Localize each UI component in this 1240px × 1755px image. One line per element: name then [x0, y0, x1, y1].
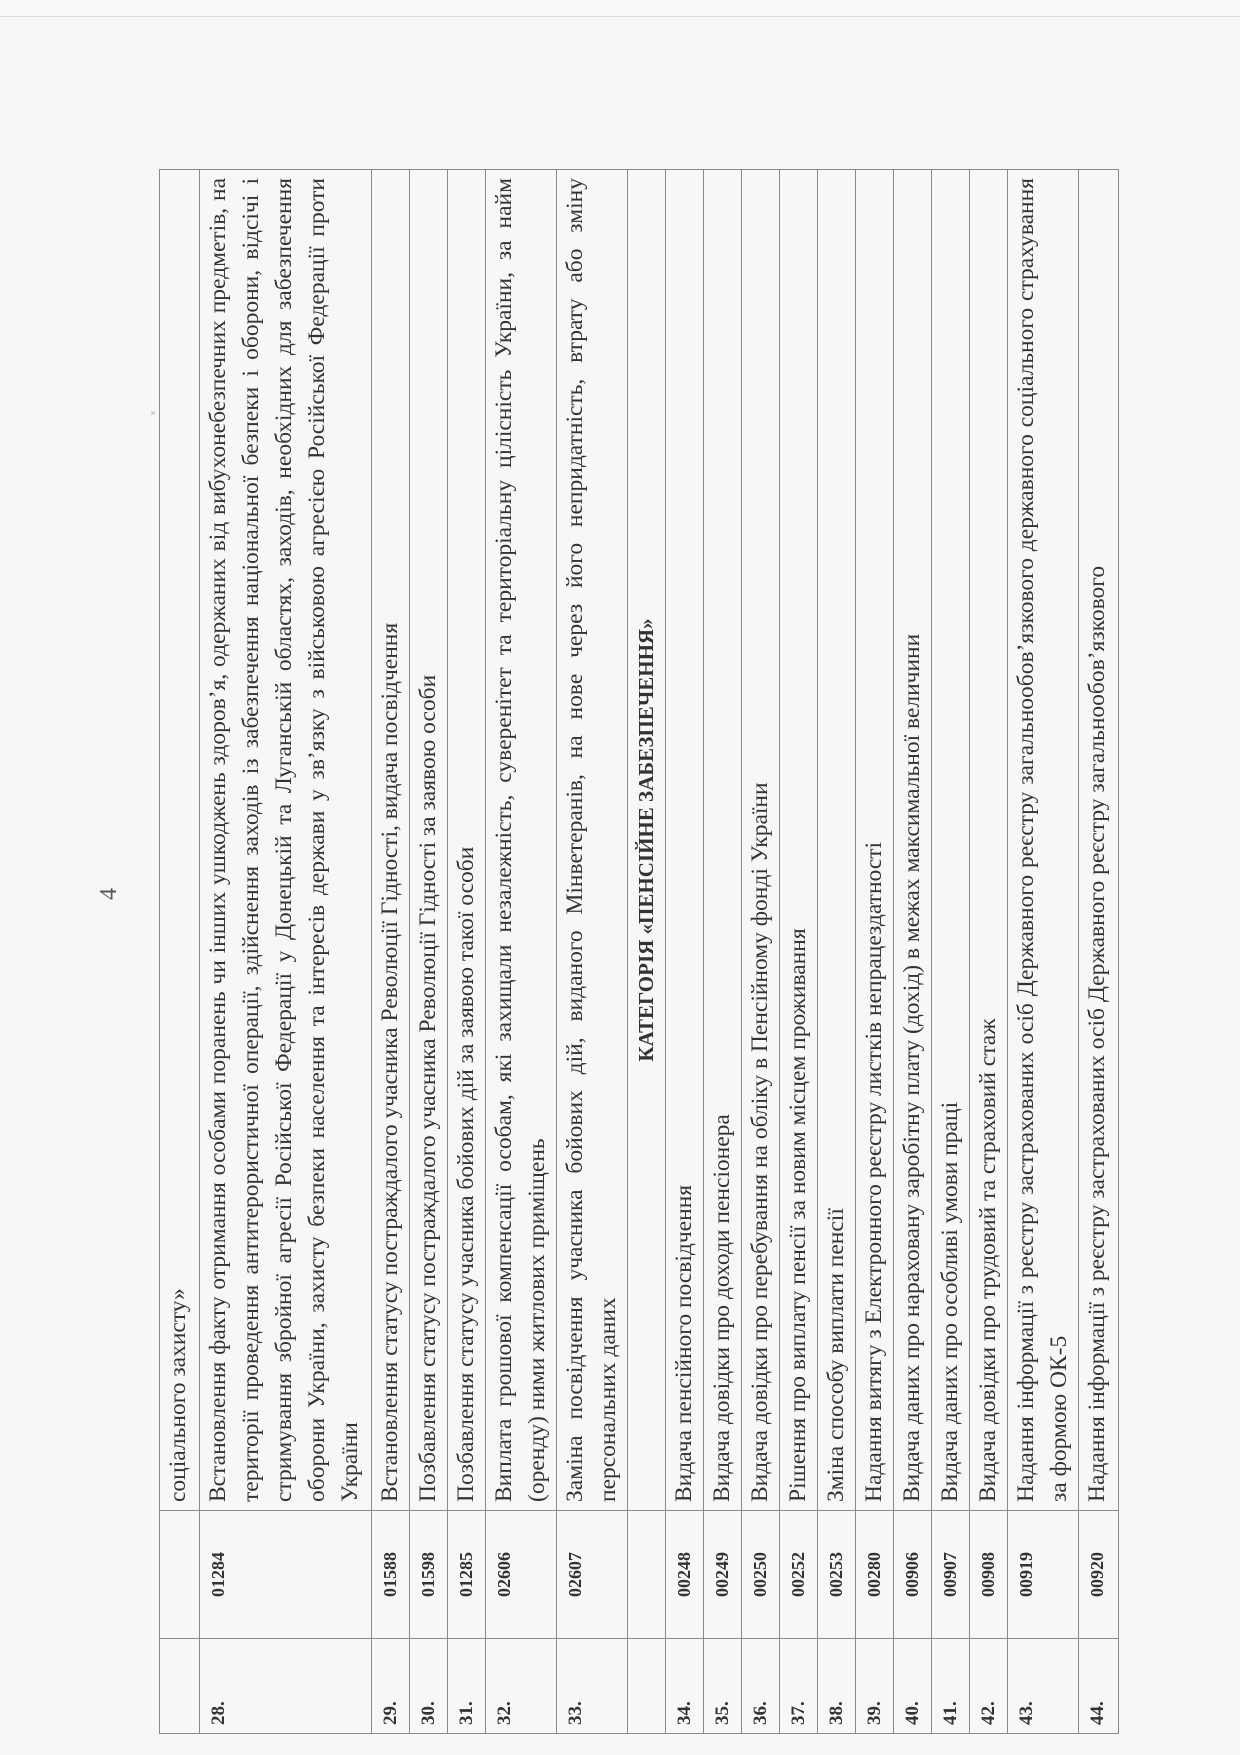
row-number: 43. [1008, 1639, 1079, 1734]
row-number: 32. [486, 1639, 557, 1734]
service-description: Рішення про виплату пенсії за новим місцем проживання [780, 170, 818, 1511]
row-number: 41. [932, 1639, 970, 1734]
page-number: 4 [96, 888, 122, 900]
row-number [160, 1639, 200, 1734]
table-row [160, 170, 200, 1734]
service-description: Видача даних про нараховану заробітну плату (дохід) в межах максимальної величини [894, 170, 932, 1511]
table-row [557, 170, 628, 1734]
service-code: 00908 [970, 1511, 1008, 1639]
scan-mark: ᵥ [143, 410, 158, 415]
table-row [970, 170, 1008, 1734]
service-description: Видача даних про особливі умови праці [932, 170, 970, 1511]
page-top-edge [0, 0, 1240, 17]
row-number: 31. [448, 1639, 486, 1734]
table-row [1008, 170, 1079, 1734]
service-code: 00919 [1008, 1511, 1079, 1639]
service-description: Видача пенсійного посвідчення [666, 170, 704, 1511]
table-row [704, 170, 742, 1734]
service-code: 00248 [666, 1511, 704, 1639]
service-description: Встановлення факту отримання особами поранень чи інших ушкоджень здоров’я, одержаних від вибухонебезпечних предметів, на території проведення антитерористичної операції, здійснення заходів із забезпечення національної безпеки і оборони, відсічі і стримування збройної агресії Російської Федерації у Донецькій та Луганській областях, заходів, необхідних для забезпечення оборони України, захисту безпеки населення та інтересів держави у зв’язку з військовою агресією Російської Федерації проти України [200, 170, 372, 1511]
table-row [448, 170, 486, 1734]
service-description: Позбавлення статусу постраждалого учасника Революції Гідності за заявою особи [410, 170, 448, 1511]
table-row [1079, 170, 1119, 1734]
service-description: Надання витягу з Електронного реєстру листків непрацездатності [856, 170, 894, 1511]
service-code: 00252 [780, 1511, 818, 1639]
table-row [818, 170, 856, 1734]
service-code: 01588 [372, 1511, 410, 1639]
service-code: 01284 [200, 1511, 372, 1639]
service-code-empty [628, 1511, 666, 1639]
service-code: 00250 [742, 1511, 780, 1639]
table-row [666, 170, 704, 1734]
row-number: 40. [894, 1639, 932, 1734]
row-number: 34. [666, 1639, 704, 1734]
category-row [628, 170, 666, 1734]
service-code [160, 1511, 200, 1639]
row-number: 42. [970, 1639, 1008, 1734]
table-row [856, 170, 894, 1734]
row-number: 38. [818, 1639, 856, 1734]
table-row [780, 170, 818, 1734]
services-table [159, 169, 1119, 1734]
service-description: Виплата грошової компенсації особам, які захищали незалежність, суверенітет та територіальну цілісність України, за найм (оренду) ними житлових приміщень [486, 170, 557, 1511]
service-code: 01285 [448, 1511, 486, 1639]
service-code: 00249 [704, 1511, 742, 1639]
service-description: Надання інформації з реєстру застрахованих осіб Державного реєстру загальнообов’язкового державного соціального страхування за формою ОК-5 [1008, 170, 1079, 1511]
service-code: 00280 [856, 1511, 894, 1639]
row-number: 29. [372, 1639, 410, 1734]
row-number: 33. [557, 1639, 628, 1734]
row-number: 28. [200, 1639, 372, 1734]
row-number: 39. [856, 1639, 894, 1734]
service-description: Зміна способу виплати пенсії [818, 170, 856, 1511]
row-number-empty [628, 1639, 666, 1734]
row-number: 35. [704, 1639, 742, 1734]
rotated-table-wrapper [159, 169, 1110, 1734]
row-number: 37. [780, 1639, 818, 1734]
table-row [932, 170, 970, 1734]
service-code: 00920 [1079, 1511, 1119, 1639]
service-code: 02607 [557, 1511, 628, 1639]
table-row [894, 170, 932, 1734]
row-number: 44. [1079, 1639, 1119, 1734]
table-row [200, 170, 372, 1734]
service-code: 01598 [410, 1511, 448, 1639]
service-description: Видача довідки про перебування на обліку в Пенсійному фонді України [742, 170, 780, 1511]
table-row [486, 170, 557, 1734]
service-code: 00906 [894, 1511, 932, 1639]
row-number: 30. [410, 1639, 448, 1734]
table-row [742, 170, 780, 1734]
service-code: 02606 [486, 1511, 557, 1639]
row-number: 36. [742, 1639, 780, 1734]
service-description: Надання інформації з реєстру застрахованих осіб Державного реєстру загальнообов’язкового [1079, 170, 1119, 1511]
service-description: Видача довідки про доходи пенсіонера [704, 170, 742, 1511]
service-description: Встановлення статусу постраждалого учасника Революції Гідності, видача посвідчення [372, 170, 410, 1511]
table-row [372, 170, 410, 1734]
service-description: Видача довідки про трудовий та страховий стаж [970, 170, 1008, 1511]
service-description: соціального захисту» [160, 170, 200, 1511]
service-code: 00907 [932, 1511, 970, 1639]
service-description: Заміна посвідчення учасника бойових дій, виданого Мінветеранів, на нове через його непридатність, втрату або зміну персональних даних [557, 170, 628, 1511]
service-description: Позбавлення статусу учасника бойових дій за заявою такої особи [448, 170, 486, 1511]
category-heading: КАТЕГОРІЯ «ПЕНСІЙНЕ ЗАБЕЗПЕЧЕННЯ» [628, 170, 666, 1511]
service-code: 00253 [818, 1511, 856, 1639]
table-row [410, 170, 448, 1734]
